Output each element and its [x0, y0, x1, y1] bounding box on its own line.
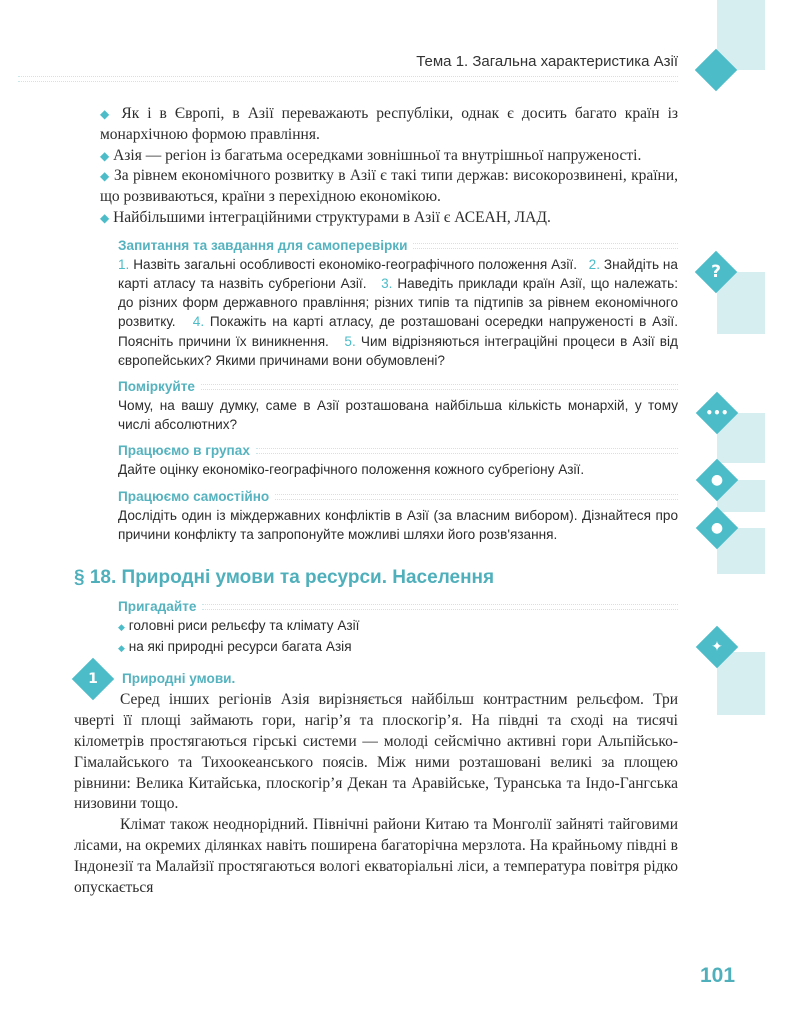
lightbulb-icon: ✦: [711, 639, 723, 655]
groups-title: Працюємо в групах: [118, 443, 250, 459]
recall-title: Пригадайте: [118, 599, 197, 615]
groups-section: [118, 442, 678, 479]
page-number: 101: [700, 964, 736, 987]
subsection-title: Природні умови.: [122, 671, 236, 687]
bullet-icon: ◆: [118, 622, 125, 633]
think-section: [118, 378, 678, 434]
summary-item: ◆ Найбільшими інтеграційними структурами в Азії є АСЕАН, ЛАД.: [100, 208, 551, 226]
solo-text: Дослідіть один із міждержавних конфліктів в Азії (за власним вибором). Дізнайтеся про причини конфлікту та запропонуйте можливі шляхи його розв'язання.: [118, 507, 678, 542]
self-check-questions: 1. Назвіть загальні особливості економіко-географічного положення Азії. 2. Знайдіть на карті атласу та назвіть субрегіони Азії. 3. Наведіть приклади країн Азії, що належать: до різних форм державного правління; різних типів та підтипів за рівнем економічного розвитку. 4. Покажіть на карті атласу, де розташовані осередки напруженості в Азії. Поясніть причини їх виникнення. 5. Чим відрізняються інтеграційні процеси в Азії від європейських? Якими причинами вони обумовлені?: [118, 256, 679, 368]
diamond-bullet-icon: ◆: [100, 148, 110, 163]
summary-item: ◆ За рівнем економічного розвитку в Азії є такі типи держав: високорозвинені, країни, що розвиваються, країни з перехідною економікою.: [100, 167, 678, 206]
self-check-title: Запитання та завдання для самоперевірки: [118, 237, 408, 253]
bullet-icon: ◆: [118, 643, 125, 654]
section-title: § 18. Природні умови та ресурси. Населення: [74, 567, 495, 589]
think-title: Поміркуйте: [118, 379, 195, 394]
summary-list: [100, 104, 678, 229]
summary-item: ◆ Азія — регіон із багатьма осередками зовнішньої та внутрішньої напруженості.: [100, 146, 642, 164]
divider: [413, 243, 678, 249]
divider: [256, 448, 678, 454]
summary-item: ◆ Як і в Європі, в Азії переважають республіки, однак є досить багато країн із монархічною формою правління.: [100, 105, 678, 143]
groups-text: Дайте оцінку економіко-географічного положення кожного субрегіону Азії.: [118, 462, 585, 478]
question-mark-icon: ?: [711, 262, 721, 282]
recall-item: ◆ головні риси рельєфу та клімату Азії: [118, 618, 360, 634]
running-header: Тема 1. Загальна характеристика Азії: [416, 53, 678, 70]
speech-bubbles-icon: ●: [710, 472, 724, 488]
solo-section: [118, 488, 678, 544]
recall-item: ◆ на які природні ресурси багата Азія: [118, 639, 352, 655]
subsection-body: [74, 690, 678, 898]
header-divider: [18, 76, 678, 82]
speech-bubble-dots-icon: •••: [705, 406, 729, 420]
content-column: [74, 52, 678, 898]
recall-section: [118, 598, 678, 658]
diamond-bullet-icon: ◆: [100, 210, 110, 225]
speech-bubble-icon: ●: [710, 520, 724, 536]
subsection-header: [74, 668, 678, 690]
diamond-bullet-icon: ◆: [100, 169, 110, 184]
divider: [202, 604, 678, 610]
diamond-bullet-icon: ◆: [100, 107, 114, 121]
subsection-number: 1: [88, 671, 98, 688]
paragraph: Клімат також неоднорідний. Північні райони Китаю та Монголії зайняті тайговими лісами, на окремих ділянках навіть поширена багаторічна мерзлота. На крайньому півдні в Індонезії та Малайзії простягаються вологі екваторіальні ліси, а температура повітря рідко опускається: [74, 816, 678, 896]
self-check-section: [118, 237, 678, 370]
think-text: Чому, на вашу думку, саме в Азії розташована найбільша кількість монархій, у тому числі абсолютних?: [118, 398, 678, 433]
divider: [201, 384, 678, 390]
divider: [275, 494, 678, 500]
solo-title: Працюємо самостійно: [118, 488, 270, 504]
paragraph: Серед інших регіонів Азія вирізняється найбільш контрастним рельєфом. Три чверті її площі займають гори, нагір’я та плоскогір’я. На півдні та сході на тисячі кілометрів простягаються гірські системи — молоді сейсмічно активні гори Альпійсько-Гімалайського та Тихоокеанського поясів. Між ними розташовані великі за площею рівнини: Велика Китайська, плоскогір’я Декан та Аравійське, Туранська та Індо-Гангська низовини тощо.: [74, 691, 678, 813]
